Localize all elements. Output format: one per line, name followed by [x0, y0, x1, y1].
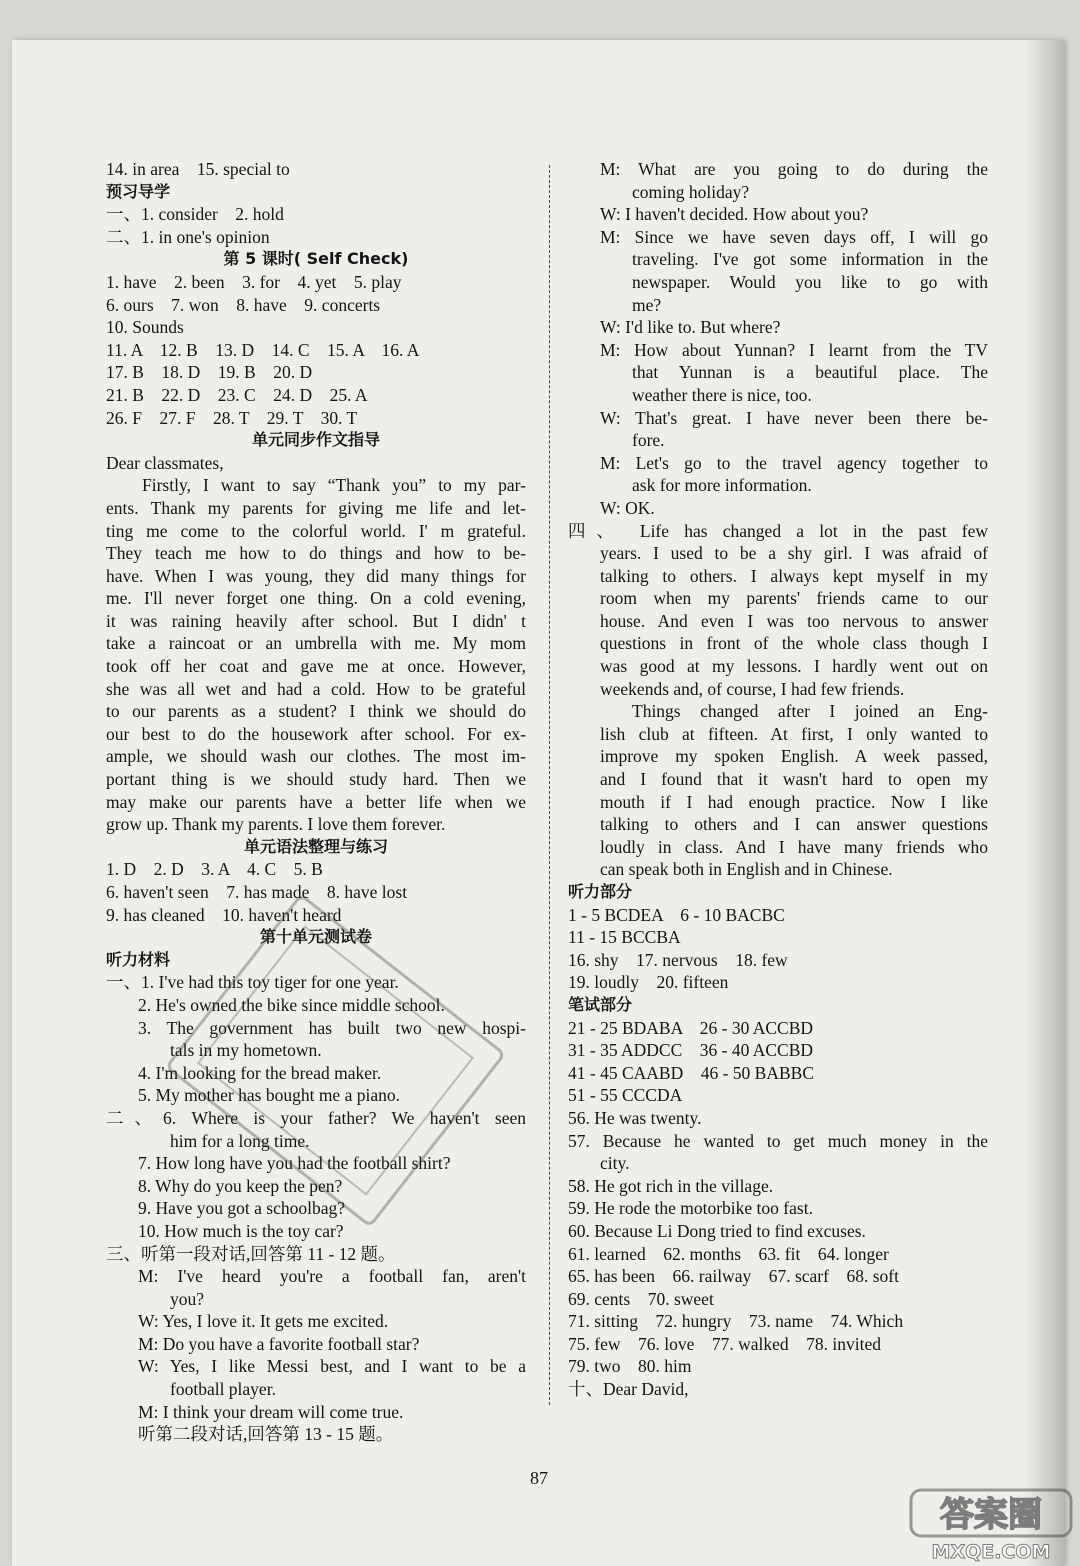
right-column-line: 71. sitting 72. hungry 73. name 74. Which [568, 1311, 904, 1332]
left-column-line: 第十单元测试卷 [259, 927, 372, 947]
right-column-line: 61. learned 62. months 63. fit 64. longer [568, 1243, 889, 1264]
left-column-line: 8. Why do you keep the pen? [138, 1175, 343, 1196]
left-column-line: 17. B 18. D 19. B 20. D [106, 362, 313, 383]
left-column-line: W: Yes, I like Messi best, and I want to be a [138, 1356, 526, 1377]
right-column-line: W: OK. [600, 497, 655, 518]
right-column-line: 60. Because Li Dong tried to find excuses. [568, 1220, 866, 1241]
right-column-line: 75. few 76. love 77. walked 78. invited [568, 1333, 882, 1354]
left-column-line: M: I think your dream will come true. [138, 1401, 404, 1422]
left-column-line: may make our parents have a better life when we [106, 791, 526, 812]
book-page [12, 40, 1064, 1566]
left-column-line: ents. Thank my parents for giving me life and let- [106, 497, 526, 518]
right-column-line: can speak both in English and in Chinese. [600, 859, 893, 880]
left-column-line: ample, we should wash our clothes. The most im- [106, 746, 526, 767]
right-column-line: 58. He got rich in the village. [568, 1175, 774, 1196]
left-column-line: 7. How long have you had the football shirt? [138, 1153, 451, 1174]
left-column-line: 6. ours 7. won 8. have 9. concerts [106, 294, 381, 315]
left-column-line: 二、1. in one's opinion [106, 226, 270, 247]
right-column-line: weather there is nice, too. [632, 384, 812, 405]
left-column-line: me. I'll never forget one thing. On a cold evening, [106, 588, 526, 609]
left-column-line: 单元语法整理与练习 [243, 836, 388, 856]
right-column-line: lish club at fifteen. At first, I only wanted to [600, 723, 988, 744]
right-column-line: city. [600, 1153, 630, 1174]
left-column-line: have. When I was young, they did many things for [106, 565, 526, 586]
right-column-line: 11 - 15 BCCBA [568, 927, 681, 948]
left-column-line: 5. My mother has bought me a piano. [138, 1085, 400, 1106]
right-column-line: 四、 Life has changed a lot in the past few [568, 520, 988, 541]
left-column-line: Dear classmates, [106, 452, 224, 473]
right-column-line: 十、Dear David, [568, 1379, 689, 1400]
right-column-line: 56. He was twenty. [568, 1107, 702, 1128]
left-column-line: 10. How much is the toy car? [138, 1220, 344, 1241]
page-spine-shadow [1024, 40, 1064, 1566]
right-column-line: talking to others and I can answer questions [600, 814, 988, 835]
svg-text:MXQE.COM: MXQE.COM [931, 1541, 1051, 1563]
left-column-line: 1. D 2. D 3. A 4. C 5. B [106, 859, 323, 880]
left-column-line: football player. [170, 1379, 276, 1400]
left-column-line: she was all wet and had a cold. How to be grateful [106, 678, 526, 699]
left-column-line: 二、6. Where is your father? We haven't seen [106, 1107, 526, 1128]
left-column-line: to our parents as a student? I think we should do [106, 701, 526, 722]
left-column-line: 三、听第一段对话,回答第 11 - 12 题。 [106, 1243, 396, 1264]
left-column-line: M: I've heard you're a football fan, aren't [138, 1266, 526, 1287]
right-column [568, 158, 988, 1401]
right-column-line: that Yunnan is a beautiful place. The [632, 362, 988, 383]
svg-text:答案圈: 答案圈 [940, 1495, 1042, 1535]
right-column-line: M: Since we have seven days off, I will go [600, 226, 988, 247]
left-column-line: Firstly, I want to say “Thank you” to my par- [142, 475, 526, 496]
right-column-line: 79. two 80. him [568, 1356, 692, 1377]
left-column-line: 26. F 27. F 28. T 29. T 30. T [106, 407, 358, 428]
left-column-line: 21. B 22. D 23. C 24. D 25. A [106, 384, 368, 405]
left-column-line: 6. haven't seen 7. has made 8. have lost [106, 882, 408, 902]
left-column-line: our best to do the housework after school. For ex- [106, 723, 526, 744]
left-column-line: 听力材料 [106, 949, 171, 969]
right-column-line: 21 - 25 BDABA 26 - 30 ACCBD [568, 1017, 814, 1038]
right-column-line: 69. cents 70. sweet [568, 1288, 714, 1309]
left-column-line: They teach me how to do things and how to be- [106, 543, 526, 564]
left-column-line: 11. A 12. B 13. D 14. C 15. A 16. A [106, 339, 420, 360]
left-column-line: 3. The government has built two new hospi- [138, 1017, 526, 1038]
right-column-line: loudly in class. And I have many friends who [600, 836, 988, 857]
right-column-line: 51 - 55 CCCDA [568, 1085, 683, 1106]
left-column-line: it was raining heavily after school. But I didn' t [106, 610, 526, 631]
right-column-line: and I found that it wasn't hard to open my [600, 769, 988, 790]
left-column-line: took off her coat and gave me at once. However, [106, 656, 526, 677]
right-column-line: mouth if I had enough practice. Now I like [600, 791, 988, 812]
left-column-line: 9. Have you got a schoolbag? [138, 1198, 346, 1219]
left-column-line: M: Do you have a favorite football star? [138, 1333, 420, 1354]
right-column-line: talking to others. I always kept myself in my [600, 565, 988, 586]
left-column [106, 158, 526, 1446]
left-column-line: 预习导学 [106, 181, 171, 201]
right-column-line: ask for more information. [632, 475, 812, 496]
right-column-line: traveling. I've got some information in the [632, 249, 988, 270]
page-number: 87 [530, 1468, 548, 1488]
column-divider [549, 165, 550, 1405]
left-column-line: 听第二段对话,回答第 13 - 15 题。 [138, 1424, 394, 1445]
right-column-line: years. I used to be a shy girl. I was afraid of [600, 543, 988, 564]
left-column-line: take a raincoat or an umbrella with me. My mom [106, 633, 526, 654]
right-column-line: 65. has been 66. railway 67. scarf 68. soft [568, 1266, 899, 1287]
left-column-line: 一、1. consider 2. hold [106, 204, 284, 225]
left-column-line: 1. have 2. been 3. for 4. yet 5. play [106, 271, 402, 292]
right-column-line: 41 - 45 CAABD 46 - 50 BABBC [568, 1062, 814, 1083]
left-column-line: 一、1. I've had this toy tiger for one year. [106, 972, 399, 993]
right-column-line: W: I'd like to. But where? [600, 317, 781, 338]
right-column-line: W: That's great. I have never been there be- [600, 407, 988, 428]
right-column-line: M: Let's go to the travel agency together to [600, 452, 988, 473]
left-column-line: 10. Sounds [106, 317, 184, 338]
right-column-line: 听力部分 [568, 882, 633, 901]
right-column-line: Things changed after I joined an Eng- [632, 701, 988, 722]
right-column-line: newspaper. Would you like to go with [632, 271, 988, 292]
left-column-line: 9. has cleaned 10. haven't heard [106, 904, 342, 925]
site-watermark-logo [905, 1488, 1075, 1563]
right-column-line: 31 - 35 ADDCC 36 - 40 ACCBD [568, 1040, 814, 1061]
right-column-line: 57. Because he wanted to get much money in the [568, 1130, 988, 1151]
right-column-line: questions in front of the whole class though I [600, 633, 988, 654]
right-column-line: M: What are you going to do during the [600, 159, 988, 179]
left-column-line: ting me come to the colorful world. I' m grateful. [106, 520, 526, 541]
left-column-line: W: Yes, I love it. It gets me excited. [138, 1311, 389, 1332]
right-column-line: 1 - 5 BCDEA 6 - 10 BACBC [568, 904, 785, 925]
right-column-line: 59. He rode the motorbike too fast. [568, 1198, 813, 1219]
left-column-line: him for a long time. [170, 1130, 310, 1151]
right-column-line: 19. loudly 20. fifteen [568, 972, 729, 993]
left-column-line: grow up. Thank my parents. I love them forever. [106, 814, 446, 835]
right-column-line: me? [632, 294, 662, 315]
left-column-line: 单元同步作文指导 [251, 430, 380, 450]
right-column-line: house. And even I was too nervous to answer [600, 610, 988, 631]
left-column-line: 2. He's owned the bike since middle school. [138, 994, 445, 1015]
left-column-line: tals in my hometown. [170, 1040, 322, 1061]
right-column-line: W: I haven't decided. How about you? [600, 204, 869, 225]
right-column-line: weekends and, of course, I had few friends. [600, 678, 905, 699]
left-column-line: you? [170, 1288, 205, 1309]
left-column-line: 第 5 课时( Self Check) [223, 249, 409, 269]
left-column-line: portant thing is we should study hard. Then we [106, 769, 526, 790]
right-column-line: 16. shy 17. nervous 18. few [568, 949, 788, 970]
right-column-line: M: How about Yunnan? I learnt from the TV [600, 339, 988, 360]
right-column-line: improve my spoken English. A week passed, [600, 746, 988, 767]
right-column-line: coming holiday? [632, 181, 750, 202]
left-column-line: 4. I'm looking for the bread maker. [138, 1062, 382, 1083]
right-column-line: was good at my lessons. I hardly went out on [600, 656, 988, 677]
left-column-line: 14. in area 15. special to [106, 159, 290, 179]
right-column-line: room when my parents' friends came to our [600, 588, 988, 609]
right-column-line: fore. [632, 430, 665, 451]
right-column-line: 笔试部分 [568, 994, 633, 1014]
